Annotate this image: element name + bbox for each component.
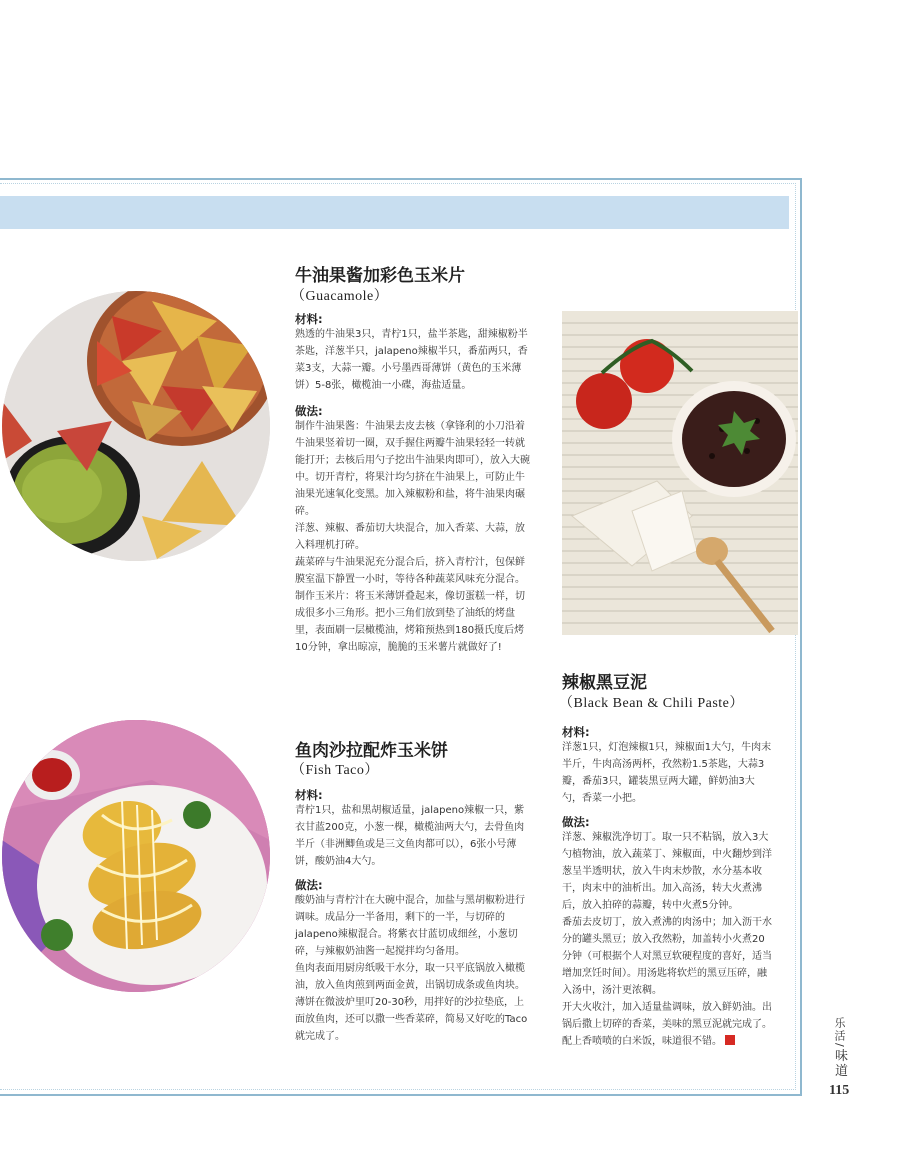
bean-method — [562, 829, 774, 1050]
guac-method-step: 洋葱、辣椒、番茄切大块混合，加入香菜、大蒜，放入料理机打碎。 — [295, 523, 525, 551]
taco-method-label: 做法: — [295, 878, 323, 892]
bean-method-step: 番茄去皮切丁，放入煮沸的肉汤中；加入沥干水分的罐头黑豆；放入孜然粉，加盖转小火煮20分钟（可根据个人对黑豆软硬程度的喜好，适当增加烹饪时间）。用汤匙将软烂的黑豆压碎，融入汤中，汤汁更浓稠。 — [562, 917, 772, 996]
bean-method-step-text: 开大火收汁，加入适量盐调味，放入鲜奶油。出锅后撒上切碎的香菜，美味的黑豆泥就完成了。配上香喷喷的白米饭，味道很不错。 — [562, 1002, 772, 1047]
bean-ingredients — [562, 739, 774, 807]
header-band — [0, 196, 789, 229]
bean-method-label: 做法: — [562, 815, 590, 829]
taco-ingredients-text: 青柠1只，盐和黑胡椒适量，jalapeno辣椒一只，紫衣甘蓝200克，小葱一棵，橄榄油两大勺，去骨鱼肉半斤（非洲鲫鱼或是三文鱼肉都可以），6张小号薄饼，酸奶油4大勺。 — [295, 805, 525, 867]
bean-method-step: 洋葱、辣椒洗净切丁。取一只不粘锅，放入3大勺植物油，放入蔬菜丁、辣椒面，中火翻炒到洋葱呈半透明状，放入牛肉末炒散，水分基本收干，肉末中的油析出。加入高汤，转大火煮沸后，放入拍碎的蒜瓣，转中火煮5分钟。 — [562, 832, 772, 911]
taco-title: 鱼肉沙拉配炸玉米饼 — [295, 741, 448, 761]
guac-method-step: 制作牛油果酱：牛油果去皮去核（拿锋利的小刀沿着牛油果竖着切一圈，双手握住两瓣牛油果轻轻一转就能打开；去核后用勺子挖出牛油果肉即可），放入大碗中。切开青柠，将果汁均匀挤在牛油果上，可防止牛油果光速氧化变黑。加入辣椒粉和盐，将牛油果肉碾碎。 — [295, 421, 530, 517]
page-number: 115 — [829, 1083, 850, 1098]
bean-title: 辣椒黑豆泥 — [562, 673, 647, 693]
guac-ingredients-label: 材料: — [295, 312, 323, 326]
guacamole-photo — [2, 291, 270, 561]
guac-method-step: 蔬菜碎与牛油果泥充分混合后，挤入青柠汁，包保鲜膜室温下静置一小时，等待各种蔬菜风味充分混合。 — [295, 557, 525, 585]
guac-ingredients — [295, 326, 530, 394]
taco-ingredients-label: 材料: — [295, 788, 323, 802]
guac-method-step: 制作玉米片：将玉米薄饼叠起来，像切蛋糕一样，切成很多小三角形。把小三角们放到垫了油纸的烤盘里，表面刷一层橄榄油，烤箱预热到180摄氏度后烤10分钟，拿出晾凉，脆脆的玉米薯片就做好了! — [295, 591, 525, 653]
section-tag-main: 味道 — [832, 1048, 847, 1079]
taco-method — [295, 892, 530, 1045]
section-tag — [829, 1017, 849, 1079]
end-mark-icon — [725, 1035, 735, 1045]
bean-subtitle: （Black Bean & Chili Paste） — [559, 696, 744, 711]
guac-subtitle: （Guacamole） — [291, 289, 389, 304]
guac-title: 牛油果酱加彩色玉米片 — [295, 266, 465, 286]
bean-ingredients-text: 洋葱1只，灯泡辣椒1只，辣椒面1大勺，牛肉末半斤，牛肉高汤两杯，孜然粉1.5茶匙，大蒜3瓣，番茄3只，罐装黑豆两大罐，鲜奶油3大勺，香菜一小把。 — [562, 742, 772, 804]
guac-ingredients-text: 熟透的牛油果3只，青柠1只，盐半茶匙，甜辣椒粉半茶匙，洋葱半只，jalapeno辣椒半只，番茄两只，香菜3支，大蒜一瓣。小号墨西哥薄饼（黄色的玉米薄饼）5-8张，橄榄油一小碟，海盐适量。 — [295, 329, 528, 391]
bean-paste-photo — [562, 311, 798, 635]
taco-method-step: 鱼肉表面用厨房纸吸干水分，取一只平底锅放入橄榄油，放入鱼肉煎到两面金黄，出锅切成条或鱼肉块。薄饼在微波炉里叮20-30秒，用拌好的沙拉垫底，上面放鱼肉，还可以撒一些香菜碎，简易又好吃的Taco就完成了。 — [295, 963, 528, 1042]
fish-taco-photo — [2, 720, 270, 992]
bean-method-step — [562, 999, 774, 1050]
taco-method-step: 酸奶油与青柠汁在大碗中混合，加盐与黑胡椒粉进行调味。成品分一半备用，剩下的一半，与切碎的jalapeno辣椒混合。将紫衣甘蓝切成细丝，小葱切碎，与辣椒奶油酱一起搅拌均匀备用。 — [295, 895, 525, 957]
bean-ingredients-label: 材料: — [562, 725, 590, 739]
section-tag-sep: / — [833, 1043, 846, 1049]
guac-method — [295, 418, 530, 656]
taco-ingredients — [295, 802, 530, 870]
section-tag-top: 乐活 — [833, 1017, 846, 1043]
taco-subtitle: （Fish Taco） — [291, 763, 379, 778]
guac-method-label: 做法: — [295, 404, 323, 418]
